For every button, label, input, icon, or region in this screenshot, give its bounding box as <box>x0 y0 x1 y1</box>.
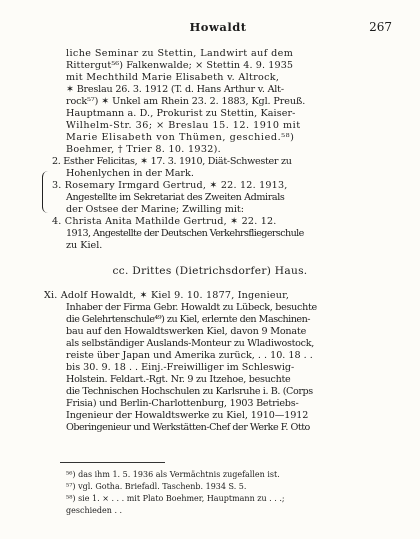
text-line: der Ostsee der Marine; Zwilling mit: <box>66 204 244 215</box>
text-line: ✶ Breslau 26. 3. 1912 (T. d. Hans Arthur v. Alt- <box>66 84 284 95</box>
text-line: Oberingenieur und Werkstätten-Chef der Werke F. Otto <box>66 422 310 433</box>
text-line: zu Kiel. <box>66 240 103 251</box>
footnote: ⁵⁸) sie 1. ⨯ . . . mit Plato Boehmer, Hauptmann zu . . .; <box>66 494 285 503</box>
twin-brace <box>42 171 48 213</box>
text-line: Holstein. Feldart.-Rgt. Nr. 9 zu Itzehoe, besuchte <box>66 374 291 385</box>
text-line: Hauptmann a. D., Prokurist zu Stettin, Kaiser- <box>66 108 296 119</box>
text-line: bis 30. 9. 18 . . Einj.-Freiwilliger im Schleswig- <box>66 362 295 373</box>
entry-heading-line: Xi. Adolf Howaldt, ✶ Kiel 9. 10. 1877, Ingenieur, <box>44 290 290 301</box>
text-line: Wilhelm-Str. 36; ⨯ Breslau 15. 12. 1910 mit <box>66 120 301 131</box>
page-number: 267 <box>369 20 392 34</box>
running-header <box>44 20 392 36</box>
text-line: mit Mechthild Marie Elisabeth v. Altrock, <box>66 72 280 83</box>
running-title: Howaldt <box>189 20 247 34</box>
text-line: Frisia) und Berlin-Charlottenburg, 1903 Betriebs- <box>66 398 299 409</box>
list-item: 3. Rosemary Irmgard Gertrud, ✶ 22. 12. 1913, <box>52 180 288 191</box>
text-line: reiste über Japan und Amerika zurück, . . 10. 18 . . <box>66 350 313 361</box>
text-line: 1913, Angestellte der Deutschen Verkehrsfliegerschule <box>66 228 304 239</box>
footnote-rule <box>60 462 165 463</box>
text-line: Inhaber der Firma Gebr. Howaldt zu Lübeck, besuchte <box>66 302 317 313</box>
footnote-continuation: geschieden . . <box>66 506 123 515</box>
text-line: die Technischen Hochschulen zu Karlsruhe i. B. (Corps <box>66 386 313 397</box>
section-heading: cc. Drittes (Dietrichsdorfer) Haus. <box>112 265 308 277</box>
text-line: Ingenieur der Howaldtswerke zu Kiel, 1910—1912 <box>66 410 309 421</box>
text-line: Marie Elisabeth von Thümen, geschied.⁵⁸) <box>66 132 295 143</box>
text-line: bau auf den Howaldtswerken Kiel, davon 9 Monate <box>66 326 307 337</box>
text-line: Rittergut⁵⁶) Falkenwalde; ⨯ Stettin 4. 9. 1935 <box>66 60 294 71</box>
text-line: rock⁵⁷) ✶ Unkel am Rhein 23. 2. 1883, Kgl. Preuß. <box>66 96 306 107</box>
text-line: die Gelehrtenschule⁴⁹) zu Kiel, erlernte den Maschinen- <box>66 314 311 325</box>
text-line: Boehmer, † Trier 8. 10. 1932). <box>66 144 222 155</box>
list-item: 2. Esther Felicitas, ✶ 17. 3. 1910, Diät-Schwester zu <box>52 156 292 167</box>
text-line: Angestellte im Sekretariat des Zweiten Admirals <box>66 192 285 203</box>
footnote: ⁵⁷) vgl. Gotha. Briefadl. Taschenb. 1934 S. 5. <box>66 482 247 491</box>
text-line: Hohenlychen in der Mark. <box>66 168 194 179</box>
list-item: 4. Christa Anita Mathilde Gertrud, ✶ 22. 12. <box>52 216 277 227</box>
text-line: als selbständiger Auslands-Monteur zu Wladiwostock, <box>66 338 314 349</box>
footnote: ⁵⁶) das ihm 1. 5. 1936 als Vermächtnis zugefallen ist. <box>66 470 280 479</box>
text-line: liche Seminar zu Stettin, Landwirt auf dem <box>66 48 294 59</box>
